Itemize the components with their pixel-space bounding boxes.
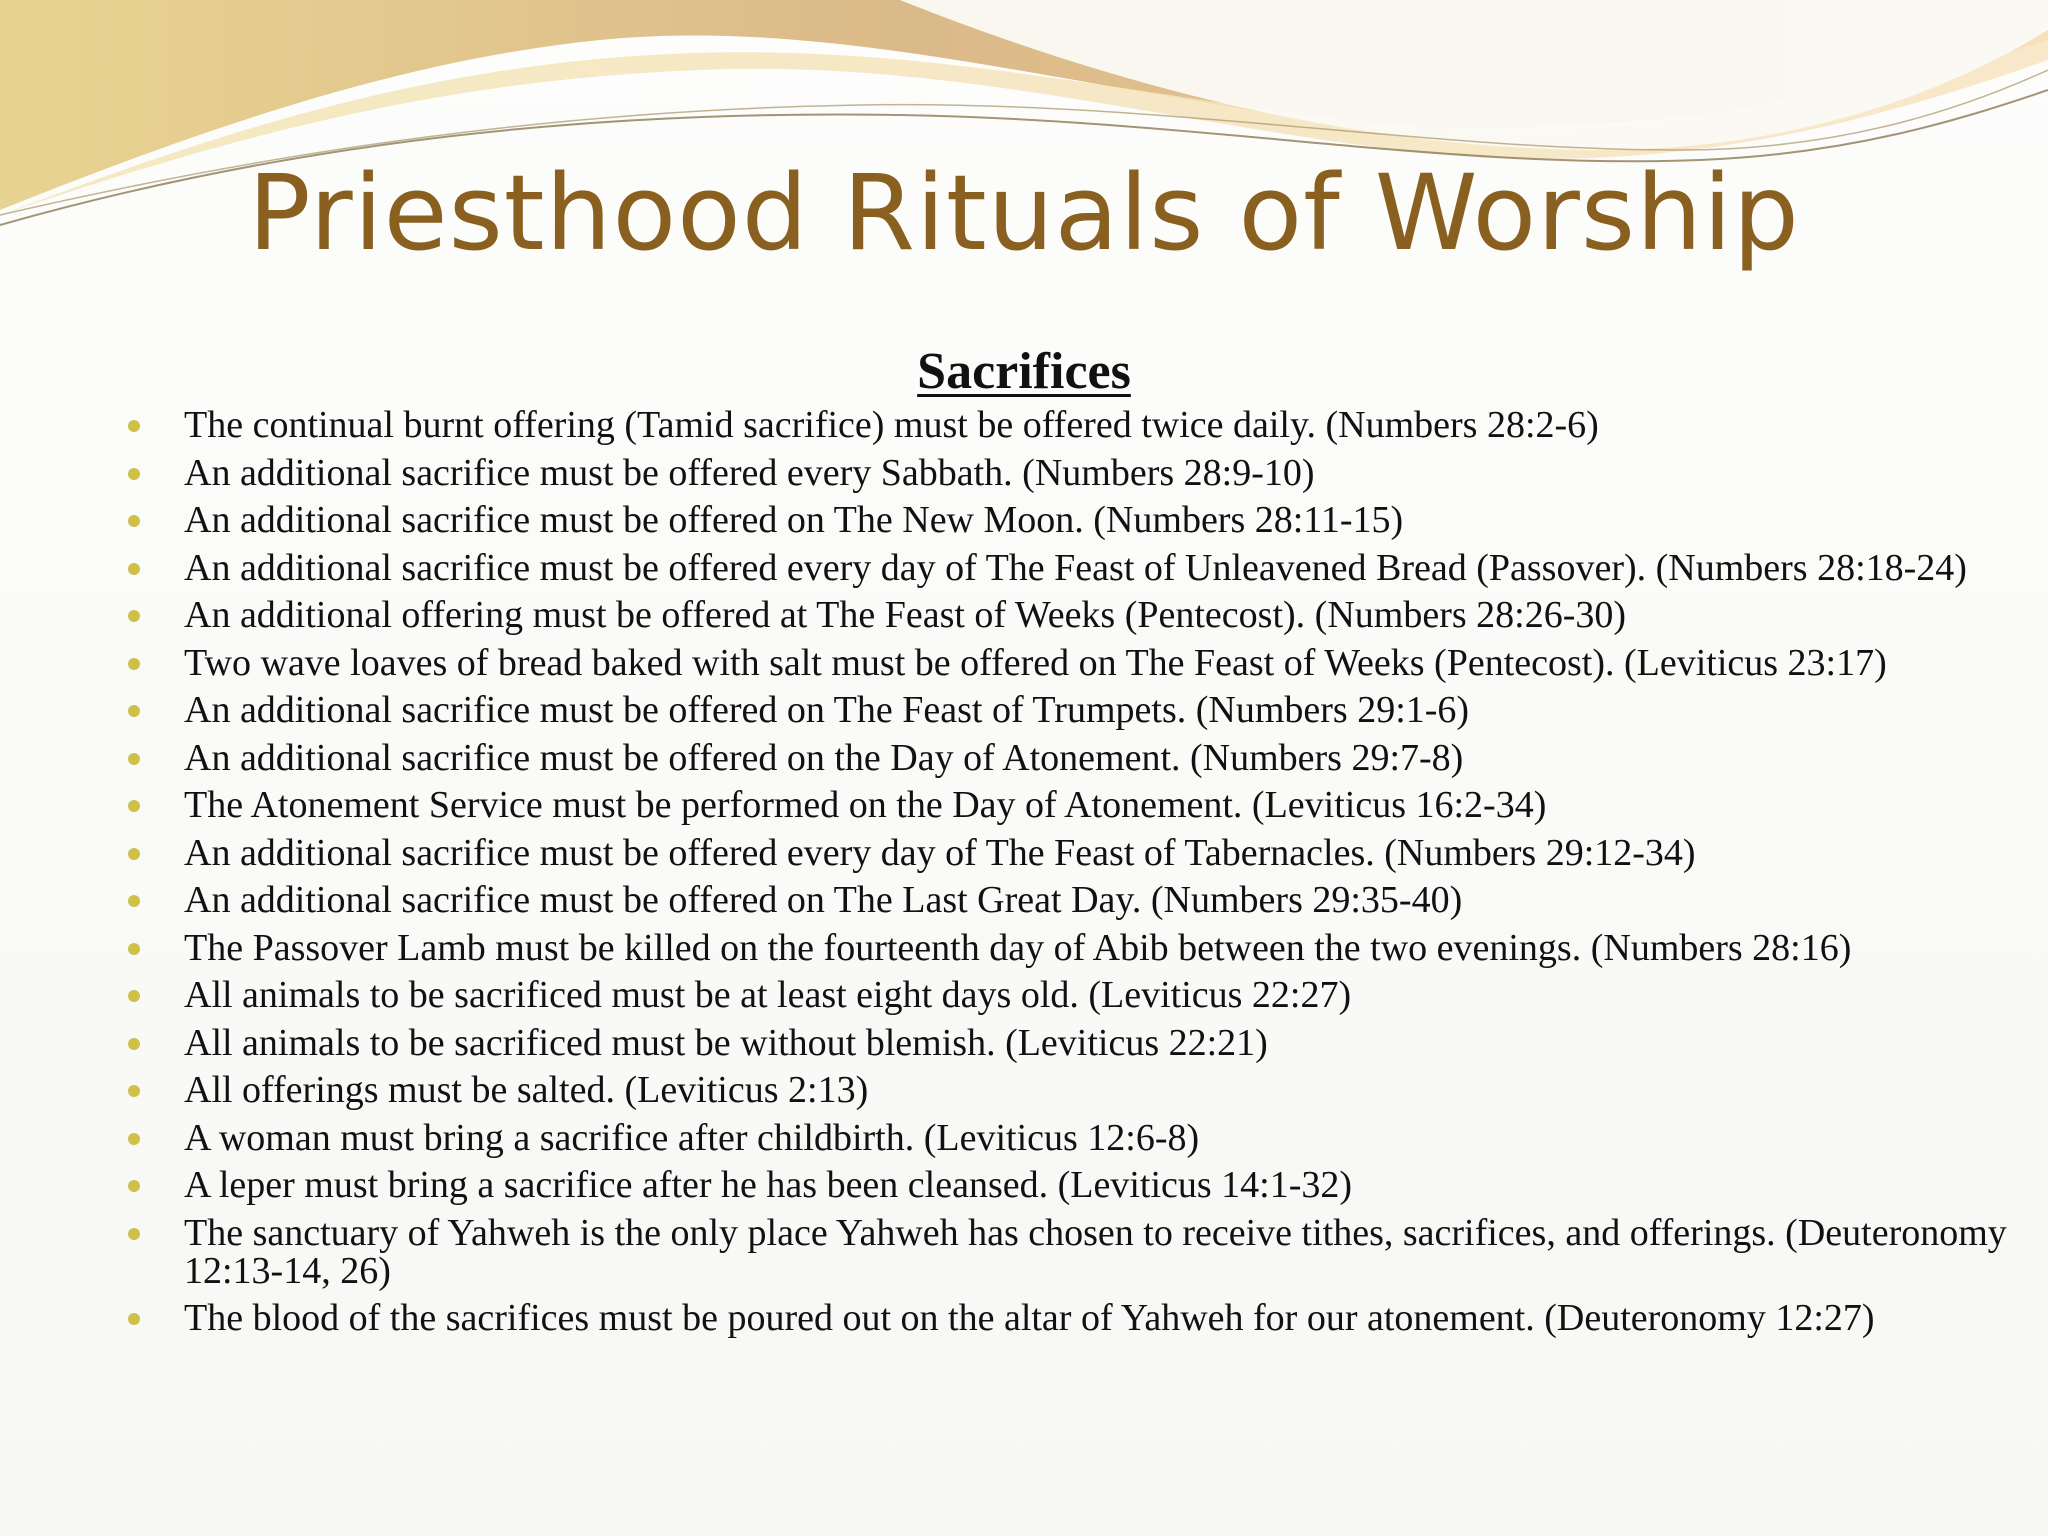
list-item-text: An additional sacrifice must be offered every day of The Feast of Tabernacles. (Numbers 29:12-34) — [184, 831, 1696, 874]
list-item — [128, 1071, 2008, 1109]
list-item — [128, 736, 2008, 779]
list-item — [128, 406, 2008, 444]
list-item-text: An additional offering must be offered at The Feast of Weeks (Pentecost). (Numbers 28:26-30) — [184, 594, 1626, 636]
list-item — [128, 831, 2008, 874]
bullet-dot-icon — [128, 990, 140, 1002]
list-item — [128, 1021, 2008, 1064]
bullet-dot-icon — [128, 753, 140, 765]
list-item-text: An additional sacrifice must be offered on The New Moon. (Numbers 28:11-15) — [184, 499, 1404, 541]
list-item — [128, 641, 2008, 684]
list-item-text: An additional sacrifice must be offered every day of The Feast of Unleavened Bread (Passover). (Numbers 28:18-24) — [184, 546, 1967, 589]
slide-title: Priesthood Rituals of Worship — [248, 152, 1800, 274]
list-item-text: All animals to be sacrificed must be without blemish. (Leviticus 22:21) — [184, 1021, 1268, 1064]
list-item-text: The Atonement Service must be performed on the Day of Atonement. (Leviticus 16:2-34) — [184, 784, 1547, 826]
bullet-dot-icon — [128, 800, 140, 812]
bullet-dot-icon — [128, 1085, 140, 1097]
bullet-dot-icon — [128, 420, 140, 432]
list-item-text: The blood of the sacrifices must be poured out on the altar of Yahweh for our atonement. (Deuteronomy 12:27) — [184, 1297, 1875, 1339]
bullet-dot-icon — [128, 1180, 140, 1192]
bullet-dot-icon — [128, 943, 140, 955]
list-item-text: All animals to be sacrificed must be at least eight days old. (Leviticus 22:27) — [184, 974, 1352, 1016]
sacrifices-list — [128, 406, 2008, 1347]
list-item — [128, 1166, 2008, 1204]
bullet-dot-icon — [128, 895, 140, 907]
list-item-text: The sanctuary of Yahweh is the only place Yahweh has chosen to receive tithes, sacrifices, and offerings. (Deuteronomy 12:13-14, 26) — [184, 1211, 2007, 1292]
list-item — [128, 976, 2008, 1014]
bullet-dot-icon — [128, 468, 140, 480]
list-item — [128, 596, 2008, 634]
bullet-dot-icon — [128, 705, 140, 717]
list-item-text: An additional sacrifice must be offered on The Feast of Trumpets. (Numbers 29:1-6) — [184, 689, 1470, 731]
bullet-dot-icon — [128, 515, 140, 527]
list-item — [128, 546, 2008, 589]
list-item-text: A woman must bring a sacrifice after childbirth. (Leviticus 12:6-8) — [184, 1116, 1200, 1159]
list-item-text: An additional sacrifice must be offered every Sabbath. (Numbers 28:9-10) — [184, 451, 1315, 494]
list-item — [128, 1299, 2008, 1337]
list-item — [128, 501, 2008, 539]
bullet-dot-icon — [128, 1228, 140, 1240]
list-item-text: An additional sacrifice must be offered on The Last Great Day. (Numbers 29:35-40) — [184, 879, 1463, 921]
list-item-text: Two wave loaves of bread baked with salt must be offered on The Feast of Weeks (Pentecost). (Leviticus 23:17) — [184, 641, 1887, 684]
list-item-text: All offerings must be salted. (Leviticus 2:13) — [184, 1069, 869, 1111]
list-item-text: An additional sacrifice must be offered on the Day of Atonement. (Numbers 29:7-8) — [184, 736, 1464, 779]
list-item — [128, 786, 2008, 824]
bullet-dot-icon — [128, 658, 140, 670]
list-item — [128, 691, 2008, 729]
list-item — [128, 1116, 2008, 1159]
bullet-dot-icon — [128, 1313, 140, 1325]
list-item — [128, 1211, 2008, 1292]
list-item-text: The Passover Lamb must be killed on the fourteenth day of Abib between the two evenings. (Numbers 28:16) — [184, 926, 1852, 969]
bullet-dot-icon — [128, 1133, 140, 1145]
list-item-text: A leper must bring a sacrifice after he has been cleansed. (Leviticus 14:1-32) — [184, 1164, 1353, 1206]
bullet-dot-icon — [128, 1038, 140, 1050]
list-item-text: The continual burnt offering (Tamid sacrifice) must be offered twice daily. (Numbers 28:2-6) — [184, 404, 1599, 446]
list-item — [128, 451, 2008, 494]
bullet-dot-icon — [128, 610, 140, 622]
section-heading: Sacrifices — [917, 343, 1131, 400]
bullet-dot-icon — [128, 563, 140, 575]
bullet-dot-icon — [128, 848, 140, 860]
list-item — [128, 926, 2008, 969]
list-item — [128, 881, 2008, 919]
